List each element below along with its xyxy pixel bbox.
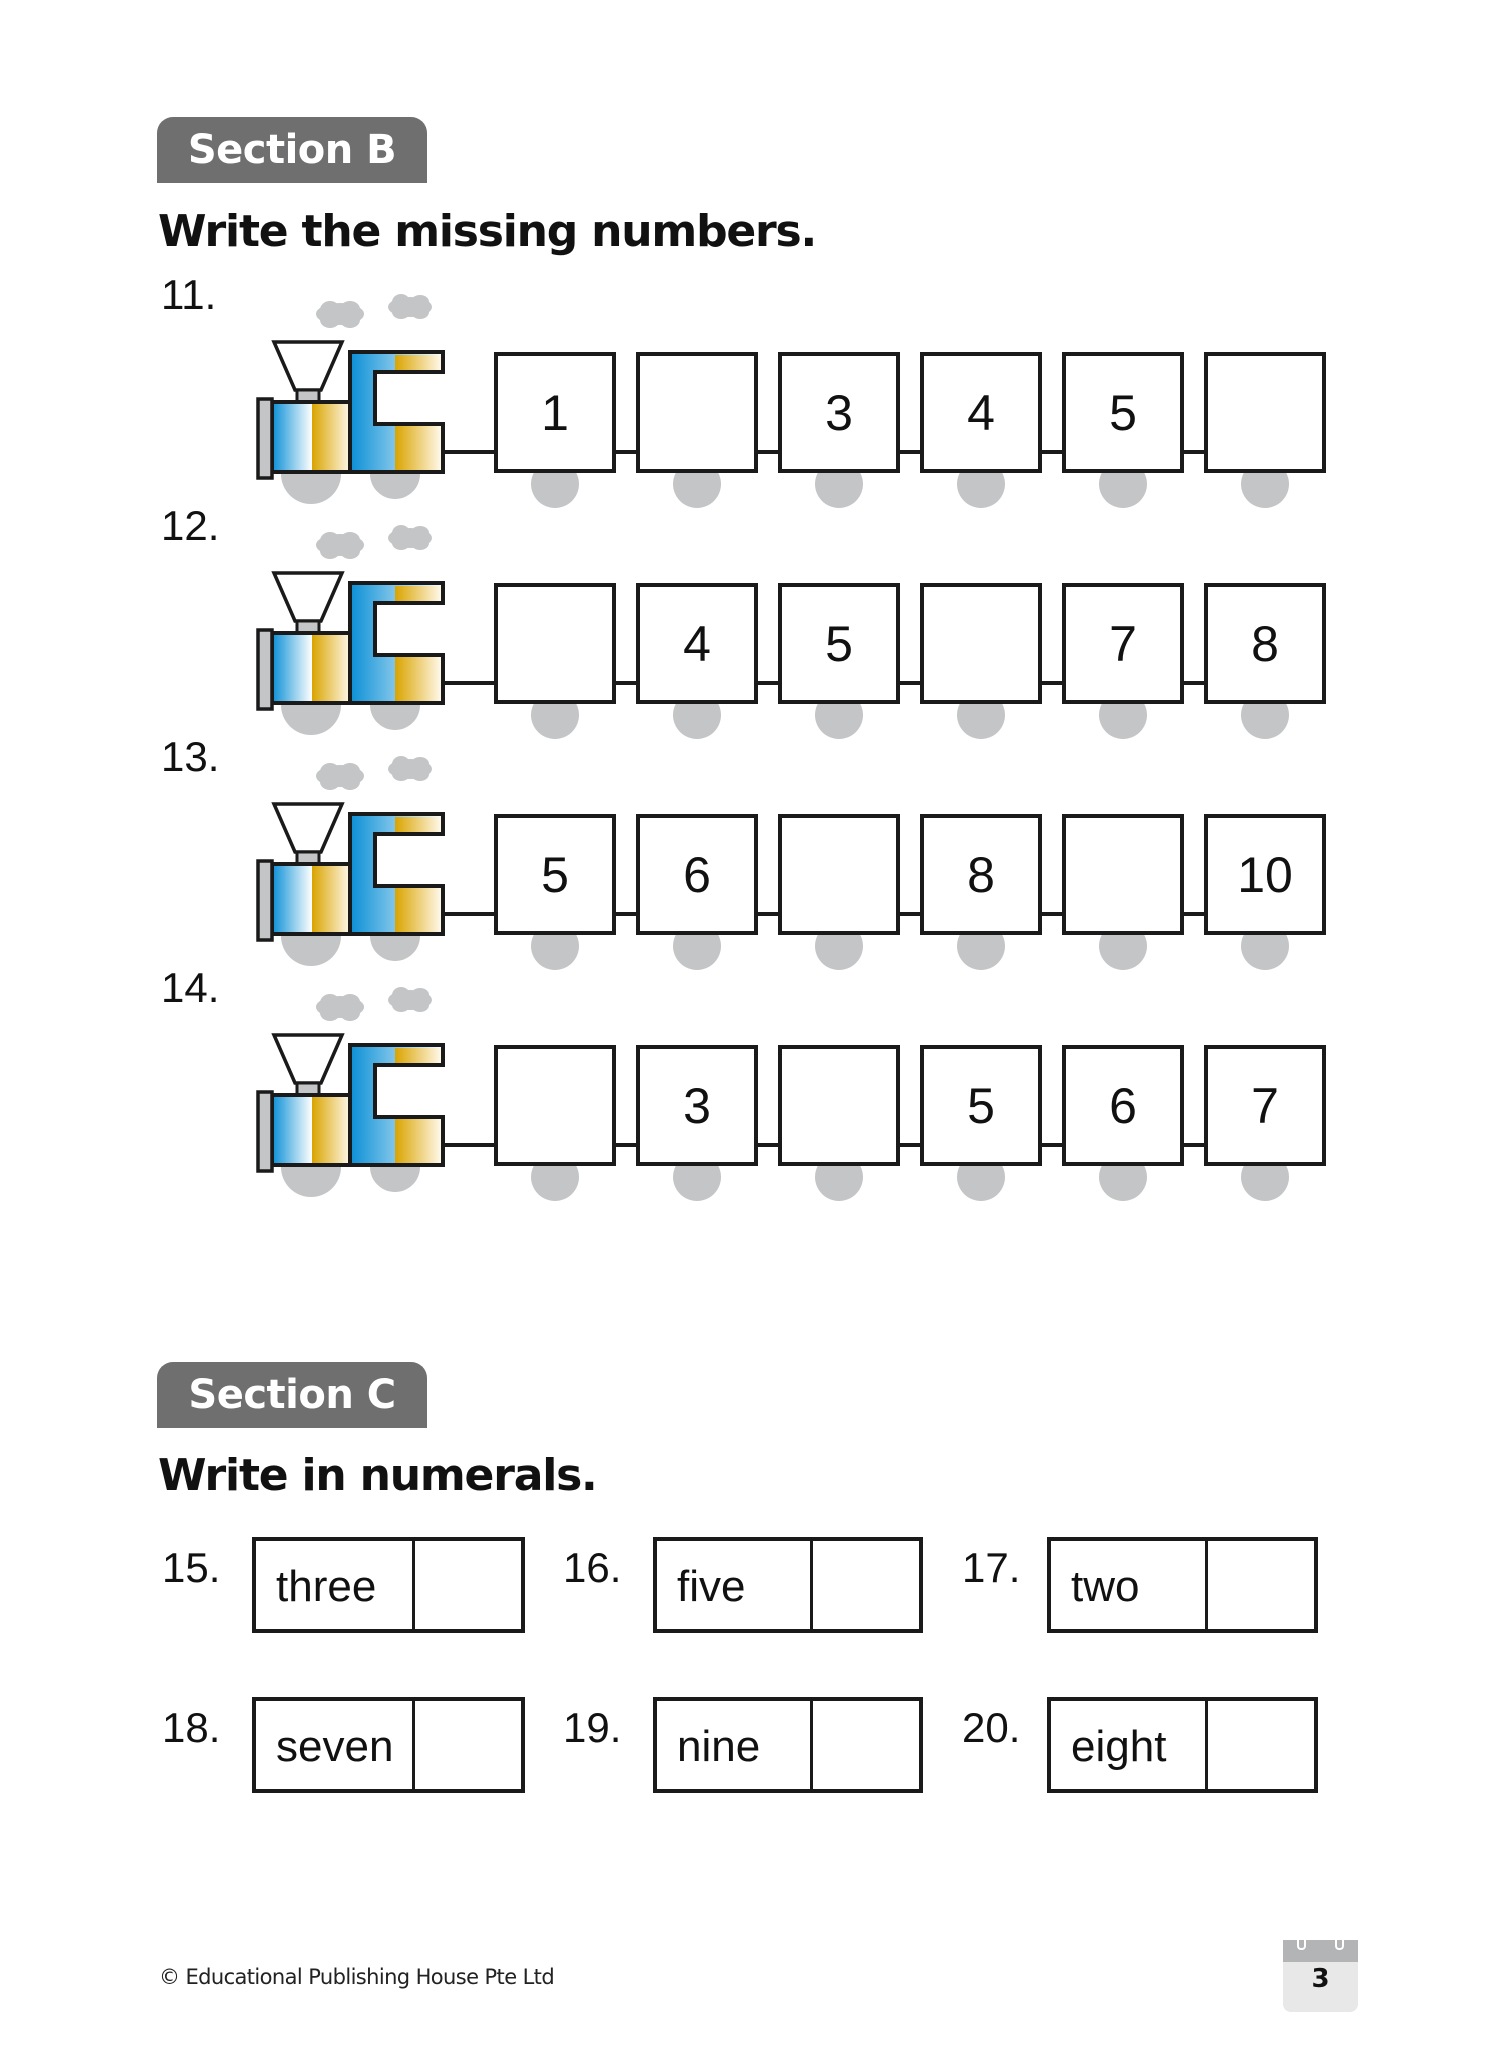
- section-b-instruction: Write the missing numbers.: [158, 206, 817, 257]
- train-coupling: [616, 450, 636, 454]
- number-box: 5: [920, 1045, 1042, 1166]
- number-word: two: [1051, 1541, 1208, 1629]
- train-coupling: [758, 450, 778, 454]
- numeral-answer-box[interactable]: [415, 1541, 521, 1629]
- number-box: 7: [1062, 583, 1184, 704]
- numeral-question-18: [252, 1697, 525, 1793]
- train-coupling: [443, 1143, 494, 1147]
- train-coupling: [900, 912, 920, 916]
- train-engine-icon: [0, 513, 460, 744]
- question-number: 17.: [962, 1544, 1021, 1591]
- train-coupling: [1184, 681, 1204, 685]
- copyright-text: © Educational Publishing House Pte Ltd: [159, 1965, 555, 1989]
- number-word: three: [256, 1541, 415, 1629]
- number-word: seven: [256, 1701, 415, 1789]
- train-coupling: [900, 681, 920, 685]
- number-box: 8: [920, 814, 1042, 935]
- train-coupling: [758, 1143, 778, 1147]
- calendar-ring-icon: [1297, 1934, 1306, 1950]
- numeral-question-15: [252, 1537, 525, 1633]
- train-coupling: [900, 450, 920, 454]
- number-word: five: [657, 1541, 813, 1629]
- train-question-14: [0, 964, 1497, 1206]
- smoke-cloud-icon: [316, 756, 432, 790]
- smoke-cloud-icon: [316, 987, 432, 1021]
- train-coupling: [1042, 1143, 1062, 1147]
- smoke-cloud-icon: [316, 294, 432, 328]
- train-question-12: [0, 502, 1497, 744]
- number-box: 5: [494, 814, 616, 935]
- answer-box[interactable]: [1062, 814, 1184, 935]
- number-box: 5: [1062, 352, 1184, 473]
- train-coupling: [758, 681, 778, 685]
- section-c-instruction: Write in numerals.: [158, 1450, 597, 1501]
- train-coupling: [900, 1143, 920, 1147]
- question-number: 19.: [563, 1704, 622, 1751]
- number-box: 4: [636, 583, 758, 704]
- train-engine-icon: [0, 975, 460, 1206]
- number-word: eight: [1051, 1701, 1208, 1789]
- page-number: 3: [1311, 1964, 1330, 1994]
- answer-box[interactable]: [778, 1045, 900, 1166]
- question-number: 13.: [161, 733, 220, 780]
- numeral-question-16: [653, 1537, 923, 1633]
- question-number: 20.: [962, 1704, 1021, 1751]
- question-number: 15.: [162, 1544, 221, 1591]
- number-word: nine: [657, 1701, 813, 1789]
- train-coupling: [616, 912, 636, 916]
- numeral-answer-box[interactable]: [813, 1541, 919, 1629]
- train-coupling: [1042, 912, 1062, 916]
- train-question-11: [0, 271, 1497, 513]
- answer-box[interactable]: [494, 1045, 616, 1166]
- train-coupling: [616, 1143, 636, 1147]
- train-engine-icon: [0, 744, 460, 975]
- question-number: 12.: [161, 502, 220, 549]
- numeral-answer-box[interactable]: [813, 1701, 919, 1789]
- question-number: 18.: [162, 1704, 221, 1751]
- numeral-answer-box[interactable]: [1208, 1701, 1314, 1789]
- number-box: 7: [1204, 1045, 1326, 1166]
- train-coupling: [443, 450, 494, 454]
- section-c-title: Section C: [188, 1372, 396, 1418]
- numeral-question-17: [1047, 1537, 1318, 1633]
- answer-box[interactable]: [1204, 352, 1326, 473]
- train-coupling: [1042, 450, 1062, 454]
- question-number: 14.: [161, 964, 220, 1011]
- calendar-ring-icon: [1335, 1934, 1344, 1950]
- smoke-cloud-icon: [316, 525, 432, 559]
- train-coupling: [758, 912, 778, 916]
- number-box: 5: [778, 583, 900, 704]
- answer-box[interactable]: [636, 352, 758, 473]
- question-number: 16.: [563, 1544, 622, 1591]
- number-box: 6: [1062, 1045, 1184, 1166]
- train-engine-icon: [0, 282, 460, 513]
- answer-box[interactable]: [494, 583, 616, 704]
- train-coupling: [1184, 1143, 1204, 1147]
- section-b-title: Section B: [187, 127, 397, 173]
- number-box: 3: [636, 1045, 758, 1166]
- number-box: 4: [920, 352, 1042, 473]
- number-box: 10: [1204, 814, 1326, 935]
- train-coupling: [1042, 681, 1062, 685]
- page-number-badge: [1283, 1940, 1358, 2012]
- train-coupling: [616, 681, 636, 685]
- number-box: 1: [494, 352, 616, 473]
- train-coupling: [1184, 912, 1204, 916]
- section-b-badge: [157, 117, 427, 183]
- section-c-badge: [157, 1362, 427, 1428]
- train-coupling: [1184, 450, 1204, 454]
- numeral-answer-box[interactable]: [415, 1701, 521, 1789]
- train-coupling: [443, 912, 494, 916]
- number-box: 3: [778, 352, 900, 473]
- numeral-question-19: [653, 1697, 923, 1793]
- answer-box[interactable]: [778, 814, 900, 935]
- number-box: 8: [1204, 583, 1326, 704]
- train-question-13: [0, 733, 1497, 975]
- calendar-strip: [1283, 1940, 1358, 1962]
- numeral-question-20: [1047, 1697, 1318, 1793]
- numeral-answer-box[interactable]: [1208, 1541, 1314, 1629]
- train-coupling: [443, 681, 494, 685]
- number-box: 6: [636, 814, 758, 935]
- question-number: 11.: [161, 271, 217, 318]
- answer-box[interactable]: [920, 583, 1042, 704]
